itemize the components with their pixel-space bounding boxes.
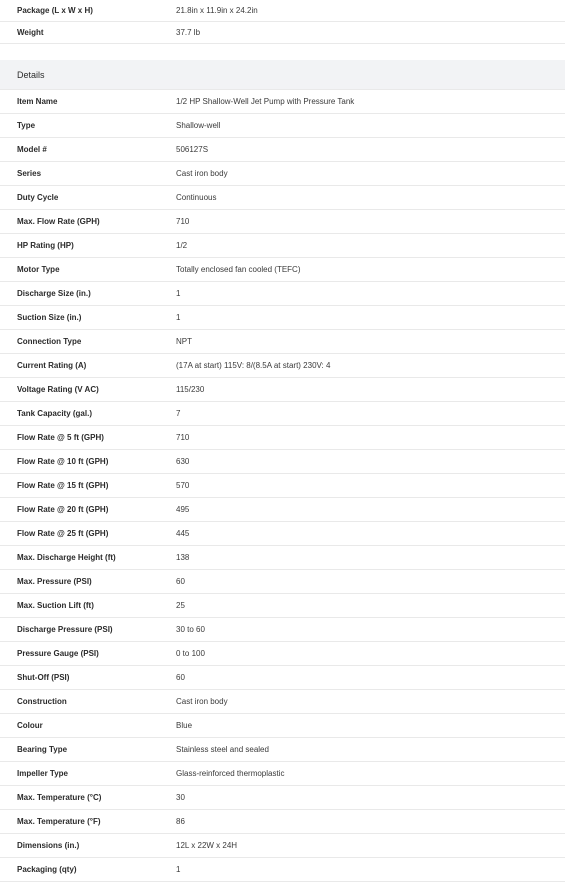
spec-value: 570 [176,481,190,490]
spec-value: 12L x 22W x 24H [176,841,238,850]
spec-label: Current Rating (A) [17,361,87,370]
spec-row [0,186,565,210]
spec-value: Cast iron body [176,169,228,178]
spec-value: 25 [176,601,185,610]
spec-value: Shallow-well [176,121,221,130]
spec-value: Cast iron body [176,697,228,706]
spec-row [0,22,565,44]
spec-row [0,162,565,186]
spec-label: Flow Rate @ 20 ft (GPH) [17,505,109,514]
spec-label: Bearing Type [17,745,68,754]
spec-row [0,234,565,258]
spec-row [0,834,565,858]
section-spacer [0,44,565,60]
spec-row [0,306,565,330]
spec-row [0,546,565,570]
spec-value: Glass-reinforced thermoplastic [176,769,285,778]
spec-row [0,498,565,522]
spec-value: 30 [176,793,185,802]
spec-value: 1 [176,289,181,298]
spec-label: Construction [17,697,67,706]
spec-value: 115/230 [176,385,205,394]
spec-value: 630 [176,457,190,466]
spec-row [0,138,565,162]
spec-label: Max. Temperature (°F) [17,817,101,826]
spec-row [0,858,565,882]
spec-value: 710 [176,433,190,442]
spec-label: Max. Discharge Height (ft) [17,553,116,562]
spec-label: Discharge Size (in.) [17,289,91,298]
spec-value: 710 [176,217,190,226]
spec-row [0,114,565,138]
spec-value: (17A at start) 115V: 8/(8.5A at start) 230V: 4 [176,361,331,370]
spec-row [0,762,565,786]
spec-value: 1 [176,865,181,874]
spec-row [0,90,565,114]
spec-label: Type [17,121,36,130]
spec-row [0,282,565,306]
spec-row [0,714,565,738]
spec-row [0,210,565,234]
spec-row [0,474,565,498]
spec-row [0,402,565,426]
spec-label: Max. Flow Rate (GPH) [17,217,100,226]
spec-label: Flow Rate @ 25 ft (GPH) [17,529,109,538]
spec-label: Voltage Rating (V AC) [17,385,99,394]
spec-label: Impeller Type [17,769,68,778]
spec-label: Flow Rate @ 15 ft (GPH) [17,481,109,490]
spec-label: Pressure Gauge (PSI) [17,649,99,658]
spec-value: 86 [176,817,185,826]
spec-row [0,522,565,546]
spec-label: Max. Temperature (°C) [17,793,102,802]
spec-label: Dimensions (in.) [17,841,80,850]
spec-value: 445 [176,529,190,538]
spec-label: Packaging (qty) [17,865,77,874]
spec-label: HP Rating (HP) [17,241,74,250]
spec-label: Max. Pressure (PSI) [17,577,92,586]
spec-label: Shut-Off (PSI) [17,673,70,682]
spec-value: Continuous [176,193,217,202]
spec-label: Flow Rate @ 10 ft (GPH) [17,457,109,466]
spec-row [0,618,565,642]
spec-row [0,426,565,450]
spec-value: 138 [176,553,190,562]
spec-value: 1/2 HP Shallow-Well Jet Pump with Pressure Tank [176,97,355,106]
spec-row [0,0,565,22]
spec-label: Max. Suction Lift (ft) [17,601,94,610]
spec-label: Tank Capacity (gal.) [17,409,92,418]
spec-label: Package (L x W x H) [17,6,93,15]
spec-value: 506127S [176,145,209,154]
spec-row [0,642,565,666]
spec-label: Model # [17,145,47,154]
spec-row [0,378,565,402]
spec-label: Flow Rate @ 5 ft (GPH) [17,433,104,442]
details-title: Details [17,69,45,80]
spec-value: Totally enclosed fan cooled (TEFC) [176,265,301,274]
spec-row [0,330,565,354]
spec-value: 60 [176,577,185,586]
spec-label: Suction Size (in.) [17,313,82,322]
spec-value: NPT [176,337,192,346]
spec-row [0,810,565,834]
spec-label: Discharge Pressure (PSI) [17,625,113,634]
spec-value: Stainless steel and sealed [176,745,269,754]
spec-value: 21.8in x 11.9in x 24.2in [176,6,258,15]
spec-value: 1 [176,313,181,322]
spec-row [0,786,565,810]
spec-value: 495 [176,505,190,514]
spec-value: 30 to 60 [176,625,205,634]
spec-row [0,450,565,474]
dimensions-section [0,0,565,44]
spec-row [0,738,565,762]
spec-value: 37.7 lb [176,28,201,37]
spec-label: Item Name [17,97,58,106]
spec-value: 0 to 100 [176,649,205,658]
details-section-header [0,60,565,90]
spec-value: 1/2 [176,241,188,250]
spec-row [0,690,565,714]
spec-row [0,594,565,618]
spec-row [0,666,565,690]
spec-row [0,258,565,282]
spec-label: Connection Type [17,337,82,346]
spec-row [0,570,565,594]
spec-label: Series [17,169,42,178]
spec-value: 7 [176,409,181,418]
spec-label: Duty Cycle [17,193,59,202]
details-section [0,90,565,882]
spec-value: Blue [176,721,193,730]
spec-label: Weight [17,28,44,37]
spec-value: 60 [176,673,185,682]
spec-row [0,354,565,378]
spec-label: Colour [17,721,43,730]
spec-label: Motor Type [17,265,60,274]
